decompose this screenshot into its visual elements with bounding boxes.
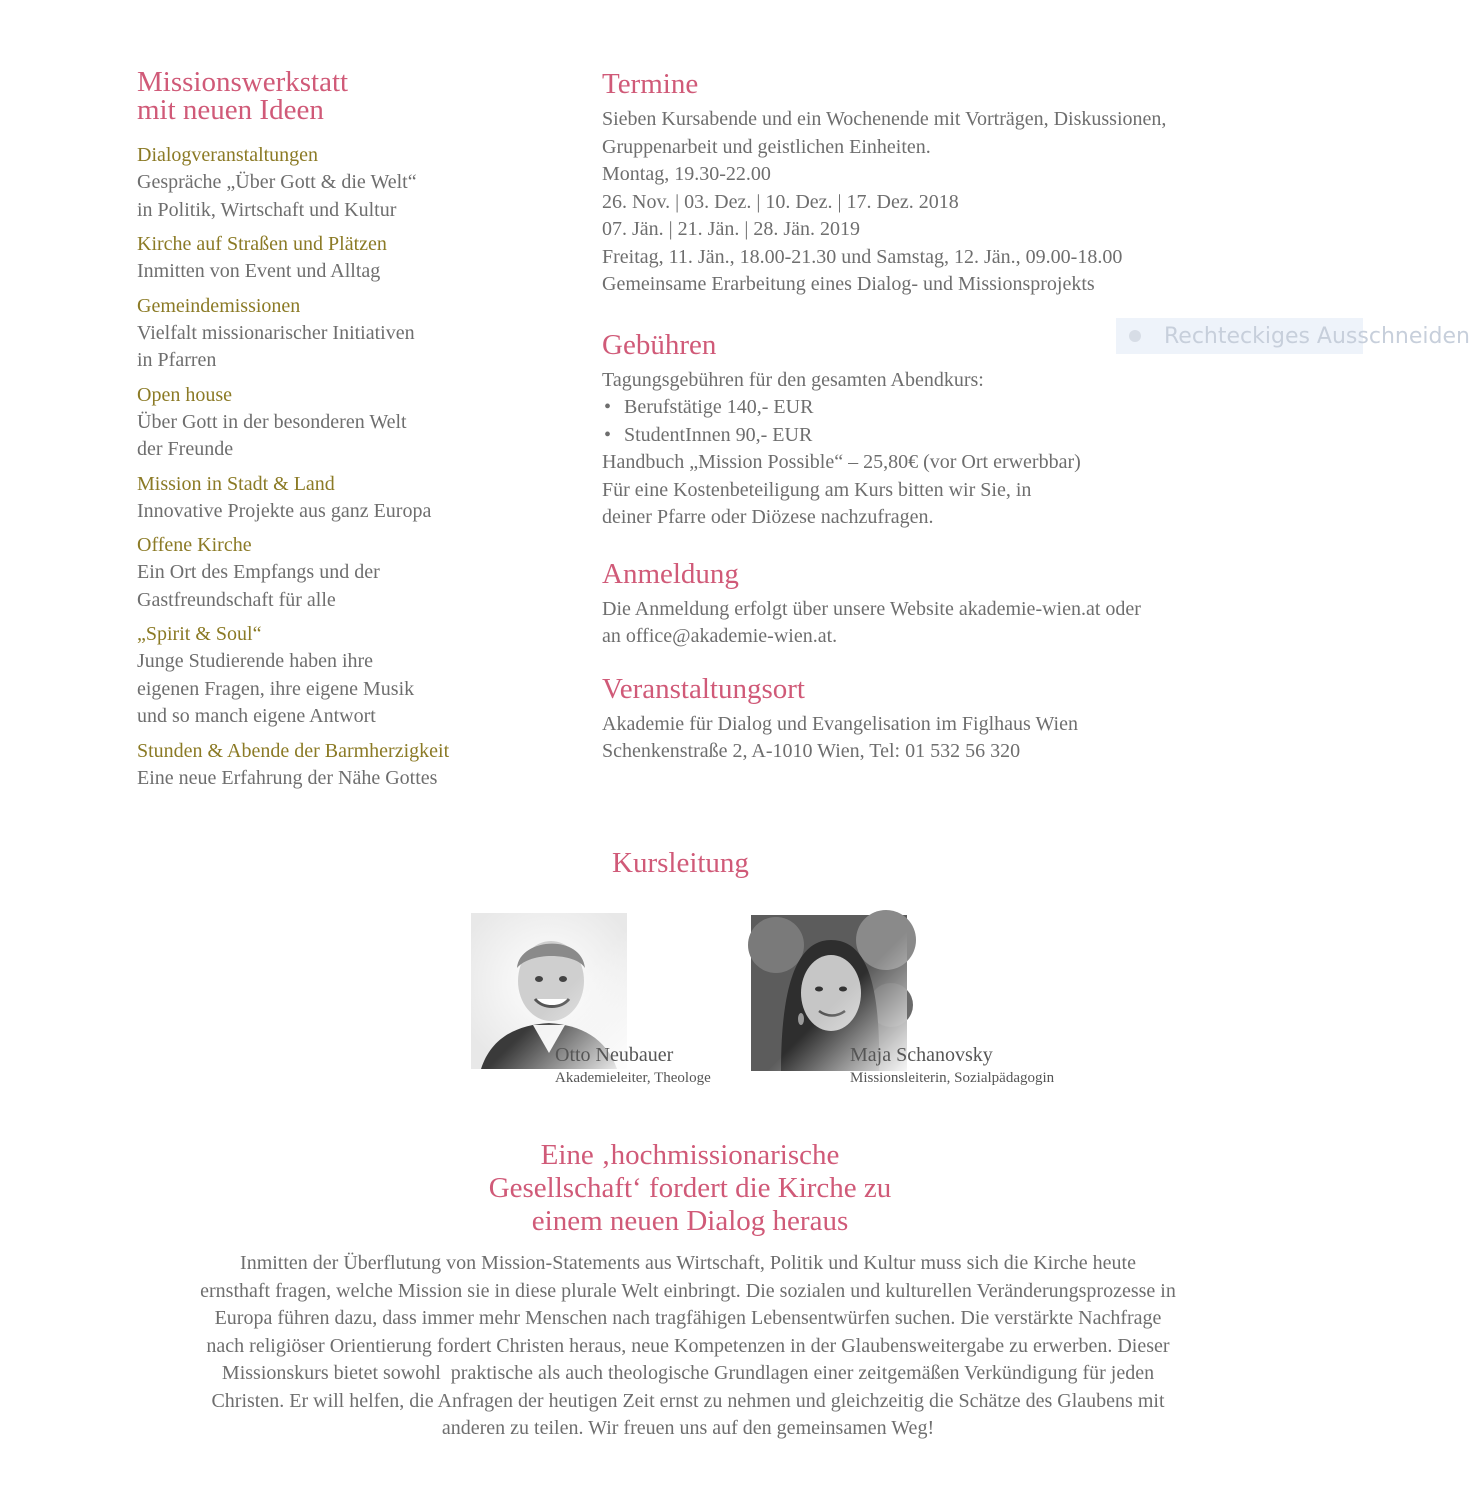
- section-title: Termine: [602, 68, 699, 100]
- section-title: Anmeldung: [602, 557, 739, 590]
- program-item-text: der Freunde: [137, 438, 234, 460]
- program-item-heading: Gemeindemissionen: [137, 294, 301, 317]
- section-line: Gemeinsame Erarbeitung eines Dialog- und Missionsprojekts: [602, 273, 1095, 295]
- program-item-heading: Offene Kirche: [137, 534, 252, 556]
- section-termine: [602, 66, 1262, 299]
- program-item-text: Eine neue Erfahrung der Nähe Gottes: [137, 766, 438, 789]
- section-line: Für eine Kostenbeteiligung am Kurs bitten wir Sie, in: [602, 478, 1032, 501]
- program-item: [137, 293, 557, 375]
- section-line: 26. Nov. | 03. Dez. | 10. Dez. | 17. Dez. 2018: [602, 190, 959, 213]
- closing-title: [380, 1139, 1000, 1238]
- program-item: [137, 142, 557, 224]
- paragraph-line: Christen. Er will helfen, die Anfragen der heutigen Zeit ernst zu nehmen und gleichzeitig die Schätze des Glaubens mit: [211, 1389, 1165, 1412]
- paragraph-line: ernsthaft fragen, welche Mission sie in diese plurale Welt einbringt. Die sozialen und kulturellen Veränderungsprozesse in: [200, 1279, 1176, 1302]
- program-item-text: Gastfreundschaft für alle: [137, 588, 336, 611]
- program-item-text: Über Gott in der besonderen Welt: [137, 410, 407, 433]
- bullet-item: • Berufstätige 140,- EUR: [602, 394, 1262, 422]
- circle-dot-icon: [1129, 330, 1141, 342]
- closing-title-line: einem neuen Dialog heraus: [531, 1205, 849, 1237]
- section-line: Tagungsgebühren für den gesamten Abendkurs:: [602, 368, 984, 391]
- section-line: Montag, 19.30-22.00: [602, 163, 771, 185]
- section-line: Gruppenarbeit und geistlichen Einheiten.: [602, 135, 931, 158]
- paragraph-line: Inmitten der Überflutung von Mission-Statements aus Wirtschaft, Politik und Kultur muss sich die Kirche heute: [240, 1252, 1136, 1274]
- program-item: [137, 738, 557, 793]
- section-title: Veranstaltungsort: [602, 672, 805, 705]
- section-line: deiner Pfarre oder Diözese nachzufragen.: [602, 506, 934, 528]
- paragraph-line: nach religiöser Orientierung fordert Christen heraus, neue Kompetenzen in der Glaubensweitergabe zu erwerben. Dieser: [206, 1334, 1170, 1357]
- person-role: Missionsleiterin, Sozialpädagogin: [850, 1070, 1055, 1086]
- program-item-text: Innovative Projekte aus ganz Europa: [137, 499, 432, 522]
- program-item-text: eigenen Fragen, ihre eigene Musik: [137, 677, 415, 700]
- section-line: Handbuch „Mission Possible“ – 25,80€ (vor Ort erwerbbar): [602, 451, 1081, 473]
- paragraph-line: Missionskurs bietet sowohl praktische als auch theologische Grundlagen einer zeitgemäßen Verkündigung für jeden: [221, 1362, 1155, 1384]
- paragraph-line: Europa führen dazu, dass immer mehr Menschen nach tragfähigen Lebensentwürfen suchen. Die verstärkte Nachfrage: [214, 1307, 1162, 1329]
- info-column: [602, 66, 1262, 784]
- section-line: Sieben Kursabende und ein Wochenende mit Vorträgen, Diskussionen,: [602, 108, 1167, 130]
- snip-mode-tag[interactable]: [1116, 318, 1470, 354]
- program-item-text: Vielfalt missionarischer Initiativen: [137, 321, 415, 344]
- section-line: Die Anmeldung erfolgt über unsere Website akademie-wien.at oder: [602, 597, 1141, 620]
- program-item: [137, 471, 557, 526]
- section-anmeldung: [602, 556, 1262, 651]
- program-item-text: Ein Ort des Empfangs und der: [137, 561, 380, 583]
- kursleitung-title: Kursleitung: [612, 847, 749, 879]
- paragraph-line: anderen zu teilen. Wir freuen uns auf den gemeinsamen Weg!: [441, 1417, 935, 1439]
- person-name: Maja Schanovsky: [850, 1044, 993, 1066]
- program-item-heading: Open house: [137, 383, 232, 406]
- section-line: 07. Jän. | 21. Jän. | 28. Jän. 2019: [602, 218, 860, 240]
- section-line: Akademie für Dialog und Evangelisation im Figlhaus Wien: [602, 712, 1078, 735]
- program-column: [137, 68, 557, 799]
- program-title-line: mit neuen Ideen: [137, 94, 324, 126]
- program-item: [137, 231, 557, 286]
- program-item: [137, 382, 557, 464]
- snip-mode-label: Rechteckiges Ausschneiden: [1164, 324, 1470, 349]
- closing-title-line: Gesellschaft‘ fordert die Kirche zu: [488, 1172, 892, 1204]
- program-item-heading: „Spirit & Soul“: [137, 623, 262, 645]
- program-item: [137, 532, 557, 614]
- program-title: [137, 68, 557, 124]
- program-item-heading: Dialogveranstaltungen: [137, 144, 319, 166]
- program-item-text: Junge Studierende haben ihre: [137, 650, 374, 672]
- program-item-text: in Politik, Wirtschaft und Kultur: [137, 198, 397, 221]
- program-item-text: und so manch eigene Antwort: [137, 705, 376, 727]
- program-item-heading: Mission in Stadt & Land: [137, 472, 335, 495]
- program-item-text: in Pfarren: [137, 349, 217, 371]
- program-item-heading: Stunden & Abende der Barmherzigkeit: [137, 739, 450, 762]
- program-item: [137, 621, 557, 731]
- section-ort: [602, 671, 1262, 766]
- program-item-text: Gespräche „Über Gott & die Welt“: [137, 171, 417, 193]
- section-line: an office@akademie-wien.at.: [602, 625, 838, 647]
- program-item-heading: Kirche auf Straßen und Plätzen: [137, 233, 387, 255]
- closing-paragraph: [140, 1250, 1236, 1443]
- person-name: Otto Neubauer: [555, 1044, 674, 1066]
- section-title: Gebühren: [602, 328, 717, 361]
- program-item-text: Inmitten von Event und Alltag: [137, 260, 381, 282]
- person-role: Akademieleiter, Theologe: [555, 1070, 711, 1086]
- section-line: Freitag, 11. Jän., 18.00-21.30 und Samstag, 12. Jän., 09.00-18.00: [602, 245, 1123, 268]
- section-line: Schenkenstraße 2, A-1010 Wien, Tel: 01 532 56 320: [602, 740, 1021, 762]
- closing-title-line: Eine ‚hochmissionarische: [540, 1139, 840, 1171]
- section-gebuehren: [602, 327, 1262, 532]
- program-title-line: Missionswerkstatt: [137, 66, 349, 98]
- bullet-item: • StudentInnen 90,- EUR: [602, 422, 1262, 450]
